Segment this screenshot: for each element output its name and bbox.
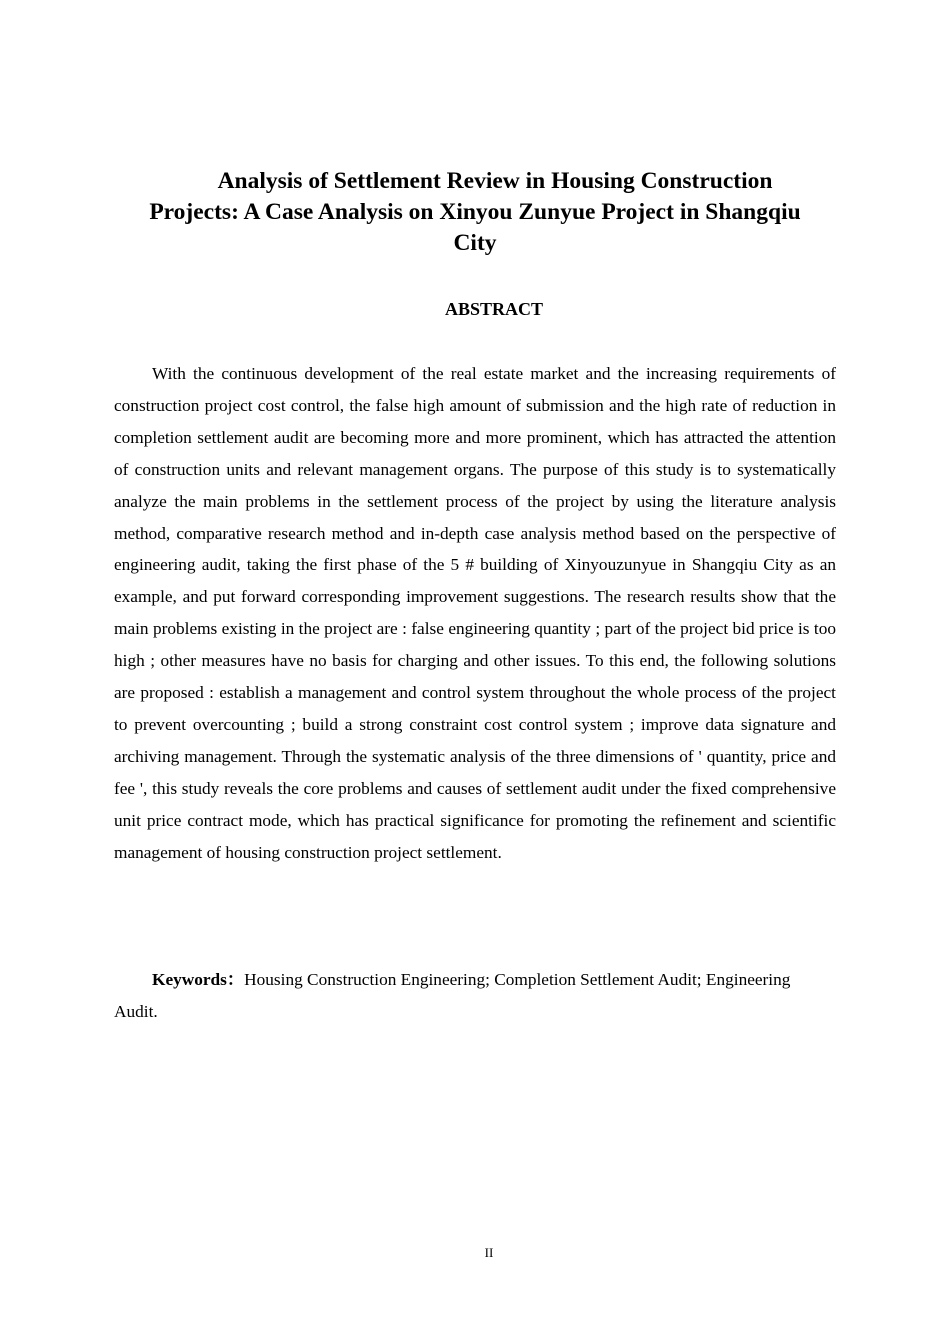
title-line-2: Projects: A Case Analysis on Xinyou Zunyue Project in Shangqiu	[149, 199, 801, 225]
paper-title	[114, 166, 836, 259]
keywords-label: Keywords：	[152, 970, 245, 989]
abstract-heading: ABSTRACT	[444, 299, 544, 319]
abstract-body: With the continuous development of the real estate market and the increasing requirements of construction project cost control, the false high amount of submission and the high rate of reduction in completion settlement audit are becoming more and more prominent, which has attracted the attention of construction units and relevant management organs. The purpose of this study is to systematically analyze the main problems in the settlement process of the project by using the literature analysis method, comparative research method and in-depth case analysis method based on the perspective of engineering audit, taking the first phase of the 5 # building of Xinyouzunyue in Shangqiu City as an example, and put forward corresponding improvement suggestions. The research results show that the main problems existing in the project are : false engineering quantity ; part of the project bid price is too high ; other measures have no basis for charging and other issues. To this end, the following solutions are proposed : establish a management and control system throughout the whole process of the project to prevent overcounting ; build a strong constraint cost control system ; improve data signature and archiving management. Through the systematic analysis of the three dimensions of ' quantity, price and fee ', this study reveals the core problems and causes of settlement audit under the fixed comprehensive unit price contract mode, which has practical significance for promoting the refinement and scientific management of housing construction project settlement.	[114, 364, 836, 862]
page-number: II	[484, 1245, 494, 1260]
keywords-paragraph	[114, 964, 836, 1028]
keywords-text: Housing Construction Engineering; Completion Settlement Audit; Engineering Audit.	[114, 970, 791, 1021]
title-line-1: Analysis of Settlement Review in Housing Construction	[217, 168, 773, 194]
title-line-3: City	[453, 230, 497, 256]
